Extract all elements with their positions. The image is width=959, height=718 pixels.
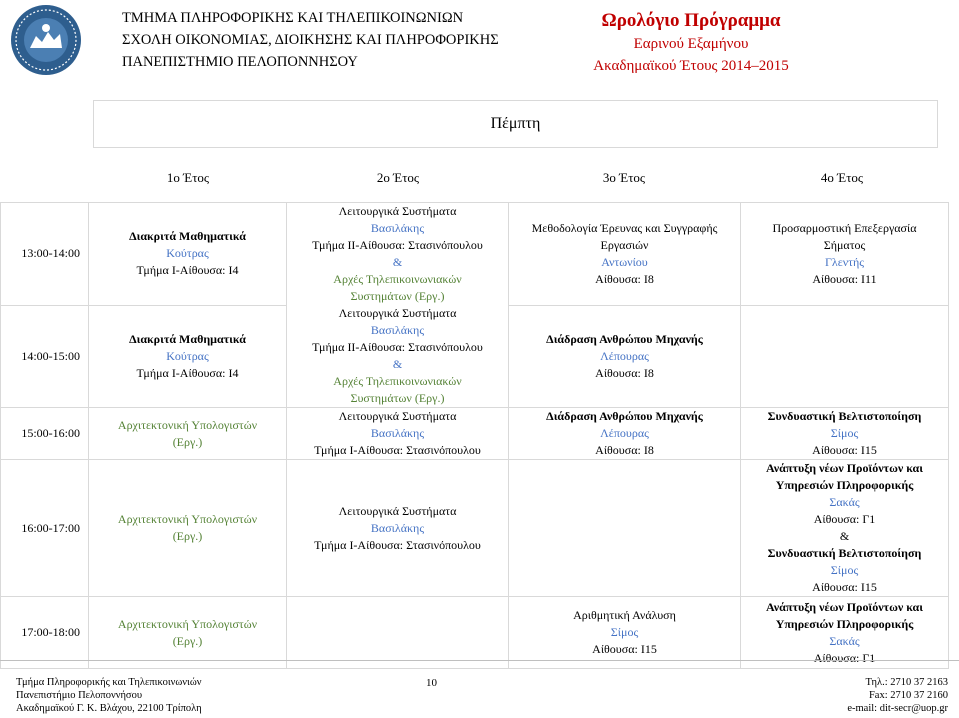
course-title: Διακριτά Μαθηματικά xyxy=(129,331,246,346)
course-cell xyxy=(89,597,287,669)
room-label: Αίθουσα: Ι8 xyxy=(595,365,654,380)
course-title: Ανάπτυξη νέων Προϊόντων και xyxy=(766,461,923,475)
lab-course-title: Συστημάτων (Εργ.) xyxy=(350,391,445,405)
lab-course-title: Συστημάτων (Εργ.) xyxy=(350,289,445,303)
course-title: Ανάπτυξη νέων Προϊόντων και xyxy=(766,599,923,614)
lab-course-title: Αρχιτεκτονική Υπολογιστών xyxy=(117,512,258,526)
course-title: Σήματος xyxy=(823,237,866,252)
course-cell xyxy=(741,408,949,460)
professor-name: Σακάς xyxy=(829,633,860,648)
room-label: Τμήμα ΙΙ-Αίθουσα: Στασινόπουλου xyxy=(312,340,483,354)
empty-cell xyxy=(509,460,741,597)
footer-fax: Fax: 2710 37 2160 xyxy=(868,690,948,701)
time-slot: 15:00-16:00 xyxy=(1,408,89,460)
course-cell xyxy=(509,305,741,408)
time-slot: 14:00-15:00 xyxy=(1,305,89,408)
room-label: Αίθουσα: Ι8 xyxy=(595,443,654,457)
page-number: 10 xyxy=(426,677,437,689)
professor-name: Γλεντής xyxy=(824,254,865,269)
course-title: Λειτουργικά Συστήματα xyxy=(338,409,457,423)
course-title: Διάδραση Ανθρώπου Μηχανής xyxy=(546,409,703,423)
course-cell xyxy=(509,597,741,669)
professor-name: Βασιλάκης xyxy=(370,221,425,235)
course-title: Λειτουργικά Συστήματα xyxy=(338,306,457,320)
room-label: Τμήμα Ι-Αίθουσα: Στασινόπουλου xyxy=(314,537,481,552)
lab-course-title: (Εργ.) xyxy=(172,434,203,449)
course-title: Διάδραση Ανθρώπου Μηχανής xyxy=(546,331,703,346)
professor-name: Κούτρας xyxy=(166,348,209,363)
department-name: ΤΜΗΜΑ ΠΛΗΡΟΦΟΡΙΚΗΣ ΚΑΙ ΤΗΛΕΠΙΚΟΙΝΩΝΙΩΝ xyxy=(122,10,464,26)
table-row xyxy=(1,460,949,597)
course-cell xyxy=(89,203,287,306)
room-label: Τμήμα Ι-Αίθουσα: Ι4 xyxy=(136,263,239,278)
course-title: Συνδυαστική Βελτιστοποίηση xyxy=(767,409,922,423)
year-header-1: 1ο Έτος xyxy=(166,170,210,185)
professor-name: Αντωνίου xyxy=(601,254,648,269)
empty-cell xyxy=(741,305,949,408)
room-label: Τμήμα Ι-Αίθουσα: Ι4 xyxy=(136,365,239,380)
course-title: Υπηρεσιών Πληροφορικής xyxy=(775,616,914,631)
semester-label: Εαρινού Εξαμήνου xyxy=(633,36,749,52)
university-name: ΠΑΝΕΠΙΣΤΗΜΙΟ ΠΕΛΟΠΟΝΝΗΣΟΥ xyxy=(122,54,358,70)
footer-university: Πανεπιστήμιο Πελοποννήσου xyxy=(16,690,143,701)
page-header xyxy=(0,0,959,80)
footer-phone: Τηλ.: 2710 37 2163 xyxy=(865,677,948,688)
day-heading: Πέμπτη xyxy=(93,100,938,148)
academic-year-label: Ακαδημαϊκού Έτους 2014–2015 xyxy=(593,58,789,74)
course-cell xyxy=(509,203,741,306)
course-cell xyxy=(89,408,287,460)
room-label: Αίθουσα: Ι8 xyxy=(595,271,654,286)
footer-address: Ακαδημαϊκού Γ. Κ. Βλάχου, 22100 Τρίπολη xyxy=(16,703,202,714)
course-cell xyxy=(287,460,509,597)
professor-name: Βασιλάκης xyxy=(370,323,425,337)
professor-name: Βασιλάκης xyxy=(370,426,425,440)
lab-course-title: (Εργ.) xyxy=(172,633,203,648)
room-label: Αίθουσα: Γ1 xyxy=(813,512,876,526)
time-slot: 17:00-18:00 xyxy=(1,597,89,669)
course-title: Λειτουργικά Συστήματα xyxy=(338,503,457,518)
professor-name: Σίμος xyxy=(610,625,639,639)
course-title: Εργασιών xyxy=(600,237,649,252)
time-slot: 13:00-14:00 xyxy=(1,203,89,306)
course-title: Αριθμητική Ανάλυση xyxy=(573,608,676,622)
room-label: Αίθουσα: Ι15 xyxy=(812,580,877,594)
course-cell xyxy=(509,408,741,460)
course-cell xyxy=(741,203,949,306)
professor-name: Βασιλάκης xyxy=(370,520,425,535)
professor-name: Σακάς xyxy=(829,495,860,509)
room-label: Αίθουσα: Ι15 xyxy=(592,642,657,656)
room-label: Τμήμα ΙΙ-Αίθουσα: Στασινόπουλου xyxy=(312,238,483,252)
course-title: Προσαρμοστική Επεξεργασία xyxy=(772,220,917,235)
time-slot: 16:00-17:00 xyxy=(1,460,89,597)
course-cell xyxy=(89,460,287,597)
lab-course-title: (Εργ.) xyxy=(172,529,203,543)
school-name: ΣΧΟΛΗ ΟΙΚΟΝΟΜΙΑΣ, ΔΙΟΙΚΗΣΗΣ ΚΑΙ ΠΛΗΡΟΦΟΡΙΚΗΣ xyxy=(122,32,499,48)
schedule-title: Ωρολόγιο Πρόγραμμα xyxy=(601,10,781,31)
university-seal-logo xyxy=(4,2,90,78)
course-cell xyxy=(287,203,509,408)
lab-course-title: Αρχιτεκτονική Υπολογιστών xyxy=(117,616,258,631)
ampersand: & xyxy=(839,529,850,543)
year-header-4: 4ο Έτος xyxy=(820,170,864,185)
course-title: Μεθοδολογία Έρευνας και Συγγραφής xyxy=(531,220,718,235)
professor-name: Λέπουρας xyxy=(600,426,649,440)
course-title: Συνδυαστική Βελτιστοποίηση xyxy=(767,546,922,560)
room-label: Αίθουσα: Ι11 xyxy=(812,271,877,286)
lab-course-title: Αρχές Τηλεπικοινωνιακών xyxy=(333,272,462,286)
page-footer xyxy=(0,660,959,718)
year-header-2: 2ο Έτος xyxy=(376,170,420,185)
ampersand: & xyxy=(392,357,403,371)
room-label: Αίθουσα: Ι15 xyxy=(812,443,877,457)
room-label: Τμήμα Ι-Αίθουσα: Στασινόπουλου xyxy=(314,443,481,457)
table-row xyxy=(1,408,949,460)
table-row xyxy=(1,597,949,669)
professor-name: Λέπουρας xyxy=(600,348,649,363)
table-row xyxy=(1,203,949,306)
professor-name: Σίμος xyxy=(830,426,859,440)
course-cell xyxy=(741,460,949,597)
footer-email[interactable]: e-mail: dit-secr@uop.gr xyxy=(847,703,948,714)
lab-course-title: Αρχιτεκτονική Υπολογιστών xyxy=(117,417,258,432)
schedule-table xyxy=(0,202,949,669)
course-cell xyxy=(89,305,287,408)
course-title: Υπηρεσιών Πληροφορικής xyxy=(775,478,914,492)
lab-course-title: Αρχές Τηλεπικοινωνιακών xyxy=(333,374,462,388)
ampersand: & xyxy=(392,255,403,269)
course-title: Λειτουργικά Συστήματα xyxy=(338,204,457,218)
course-cell xyxy=(741,597,949,669)
course-cell xyxy=(287,408,509,460)
professor-name: Σίμος xyxy=(830,563,859,577)
room-label: Αίθουσα: Γ1 xyxy=(813,650,876,665)
year-header-3: 3ο Έτος xyxy=(602,170,646,185)
professor-name: Κούτρας xyxy=(166,246,209,261)
footer-department: Τμήμα Πληροφορικής και Τηλεπικοινωνιών xyxy=(16,677,202,688)
course-title: Διακριτά Μαθηματικά xyxy=(129,229,246,244)
empty-cell xyxy=(287,597,509,669)
